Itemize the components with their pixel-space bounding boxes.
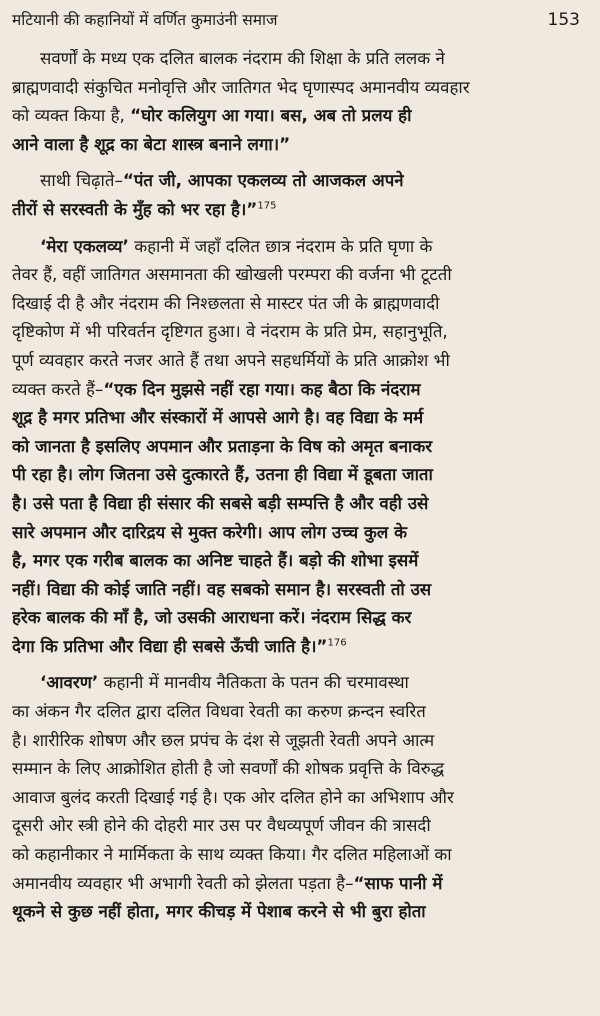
paragraph-3 [12, 232, 588, 661]
text-line [12, 869, 588, 898]
text-line [12, 518, 588, 547]
bold-text: नहीं। विद्या की कोई जाति नहीं। वह सबको समान है। सरस्वती तो उस [12, 578, 432, 599]
paragraph-2 [12, 166, 588, 223]
plain-text: दूसरी ओर स्त्री होने की दोहरी मार उस पर वैधव्यपूर्ण जीवन की त्रासदी [12, 815, 431, 836]
text-line [12, 403, 588, 432]
bold-text: पी रहा है। लोग जितना उसे दुत्कारते हैं, उतना ही विद्या में डूबता जाता [12, 464, 433, 485]
text-line [12, 897, 588, 926]
bold-text: तीरों से सरस्वती के मुँह को भर रहा है।” [12, 198, 258, 219]
bold-text: शूद्र है मगर प्रतिभा और संस्कारों में आपसे आगे है। वह विद्या के मर्म [12, 407, 424, 428]
plain-text: सम्मान के लिए आक्रोशित होती है जो सवर्णों की शोषक प्रवृत्ति के विरुद्ध [12, 758, 445, 779]
footnote-ref: 176 [327, 637, 347, 649]
plain-text: कहानी में मानवीय नैतिकता के पतन की चरमावस्था [98, 672, 409, 693]
paragraph-1 [12, 44, 588, 158]
text-line [12, 603, 588, 632]
text-line [12, 432, 588, 461]
plain-text: दिखाई दी है और नंदराम की निश्छलता से मास्टर पंत जी के ब्राह्मणवादी [12, 292, 440, 313]
bold-text: है, मगर एक गरीब बालक का अनिष्ट चाहते हैं। बड़ो की शोभा इसमें [12, 550, 419, 571]
text-line [12, 289, 588, 318]
page-header [12, 8, 588, 36]
text-line [12, 697, 588, 726]
plain-text: पूर्ण व्यवहार करते नजर आते हैं तथा अपने सहधर्मियों के प्रति आक्रोश भी [12, 349, 450, 370]
text-line [12, 101, 588, 130]
plain-text: दृष्टिकोण में भी परिवर्तन दृष्टिगत हुआ। वे नंदराम के प्रति प्रेम, सहानुभूति, [12, 321, 448, 342]
plain-text: को व्यक्त किया है, [12, 105, 131, 126]
paragraph-4 [12, 668, 588, 925]
page-number: 153 [547, 10, 580, 30]
plain-text: साथी चिढ़ाते– [40, 170, 123, 191]
text-line [12, 460, 588, 489]
bold-text: को जानता है इसलिए अपमान और प्रताड़ना के विष को अमृत बनाकर [12, 435, 433, 456]
plain-text: सवर्णों के मध्य एक दलित बालक नंदराम की शिक्षा के प्रति ललक ने [40, 48, 445, 68]
text-line [12, 575, 588, 604]
plain-text: ब्राह्मणवादी संकुचित मनोवृत्ति और जातिगत भेद घृणास्पद अमानवीय व्यवहार [12, 76, 470, 97]
bold-text: है। उसे पता है विद्या ही संसार की सबसे बड़ी सम्पत्ति है और वही उसे [12, 492, 429, 513]
bold-text: सारे अपमान और दारिद्रय से मुक्त करेगी। आप लोग उच्च कुल के [12, 521, 408, 542]
text-line [12, 73, 588, 102]
text-line [12, 811, 588, 840]
text-line [12, 840, 588, 869]
plain-text: आवाज बुलंद करती दिखाई गई है। एक ओर दलित होने का अभिशाप और [12, 786, 454, 807]
bold-text: “एक दिन मुझसे नहीं रहा गया। कह बैठा कि नंदराम [103, 378, 421, 399]
bold-text: देगा कि प्रतिभा और विद्या ही सबसे ऊँची जाति है।” [12, 635, 328, 656]
text-line [12, 260, 588, 289]
text-line [12, 546, 588, 575]
bold-text: थूकने से कुछ नहीं होता, मगर कीचड़ में पेशाब करने से भी बुरा होता [12, 901, 426, 922]
bold-text: ‘आवरण’ [40, 672, 99, 693]
bold-text: आने वाला है शूद्र का बेटा शास्त्र बनाने लगा।” [12, 133, 291, 154]
text-line [12, 44, 588, 73]
text-line [12, 375, 588, 404]
text-line [12, 130, 588, 159]
bold-text: “साफ पानी में [353, 872, 443, 893]
bold-text: “घोर कलियुग आ गया। बस, अब तो प्रलय ही [130, 105, 412, 126]
text-line [12, 317, 588, 346]
plain-text: कहानी में जहाँ दलित छात्र नंदराम के प्रति घृणा के [128, 235, 433, 256]
footnote-ref: 175 [257, 200, 277, 212]
running-title: मटियानी की कहानियों में वर्णित कुमाउंनी समाज [12, 11, 278, 29]
text-line [12, 232, 588, 261]
text-line [12, 195, 588, 224]
page-body [12, 44, 588, 926]
text-line [12, 166, 588, 195]
plain-text: का अंकन गैर दलित द्वारा दलित विधवा रेवती का करुण क्रन्दन स्वरित [12, 701, 426, 722]
plain-text: है। शारीरिक शोषण और छल प्रपंच के दंश से जूझती रेवती अपने आत्म [12, 729, 435, 750]
plain-text: अमानवीय व्यवहार भी अभागी रेवती को झेलता पड़ता है– [12, 872, 354, 893]
plain-text: व्यक्त करते हैं– [12, 378, 104, 399]
plain-text: को कहानीकार ने मार्मिकता के साथ व्यक्त किया। गैर दलित महिलाओं का [12, 844, 452, 865]
text-line [12, 632, 588, 661]
text-line [12, 783, 588, 812]
text-line [12, 346, 588, 375]
bold-text: हरेक बालक की माँ है, जो उसकी आराधना करें। नंदराम सिद्ध कर [12, 607, 412, 628]
plain-text: तेवर हैं, वहीं जातिगत असमानता की खोखली परम्परा की वर्जना भी टूटती [12, 264, 452, 285]
bold-text: ‘मेरा एकलव्य’ [40, 235, 129, 256]
bold-text: “पंत जी, आपका एकलव्य तो आजकल अपने [122, 170, 404, 191]
text-line [12, 668, 588, 697]
text-line [12, 754, 588, 783]
text-line [12, 726, 588, 755]
text-line [12, 489, 588, 518]
